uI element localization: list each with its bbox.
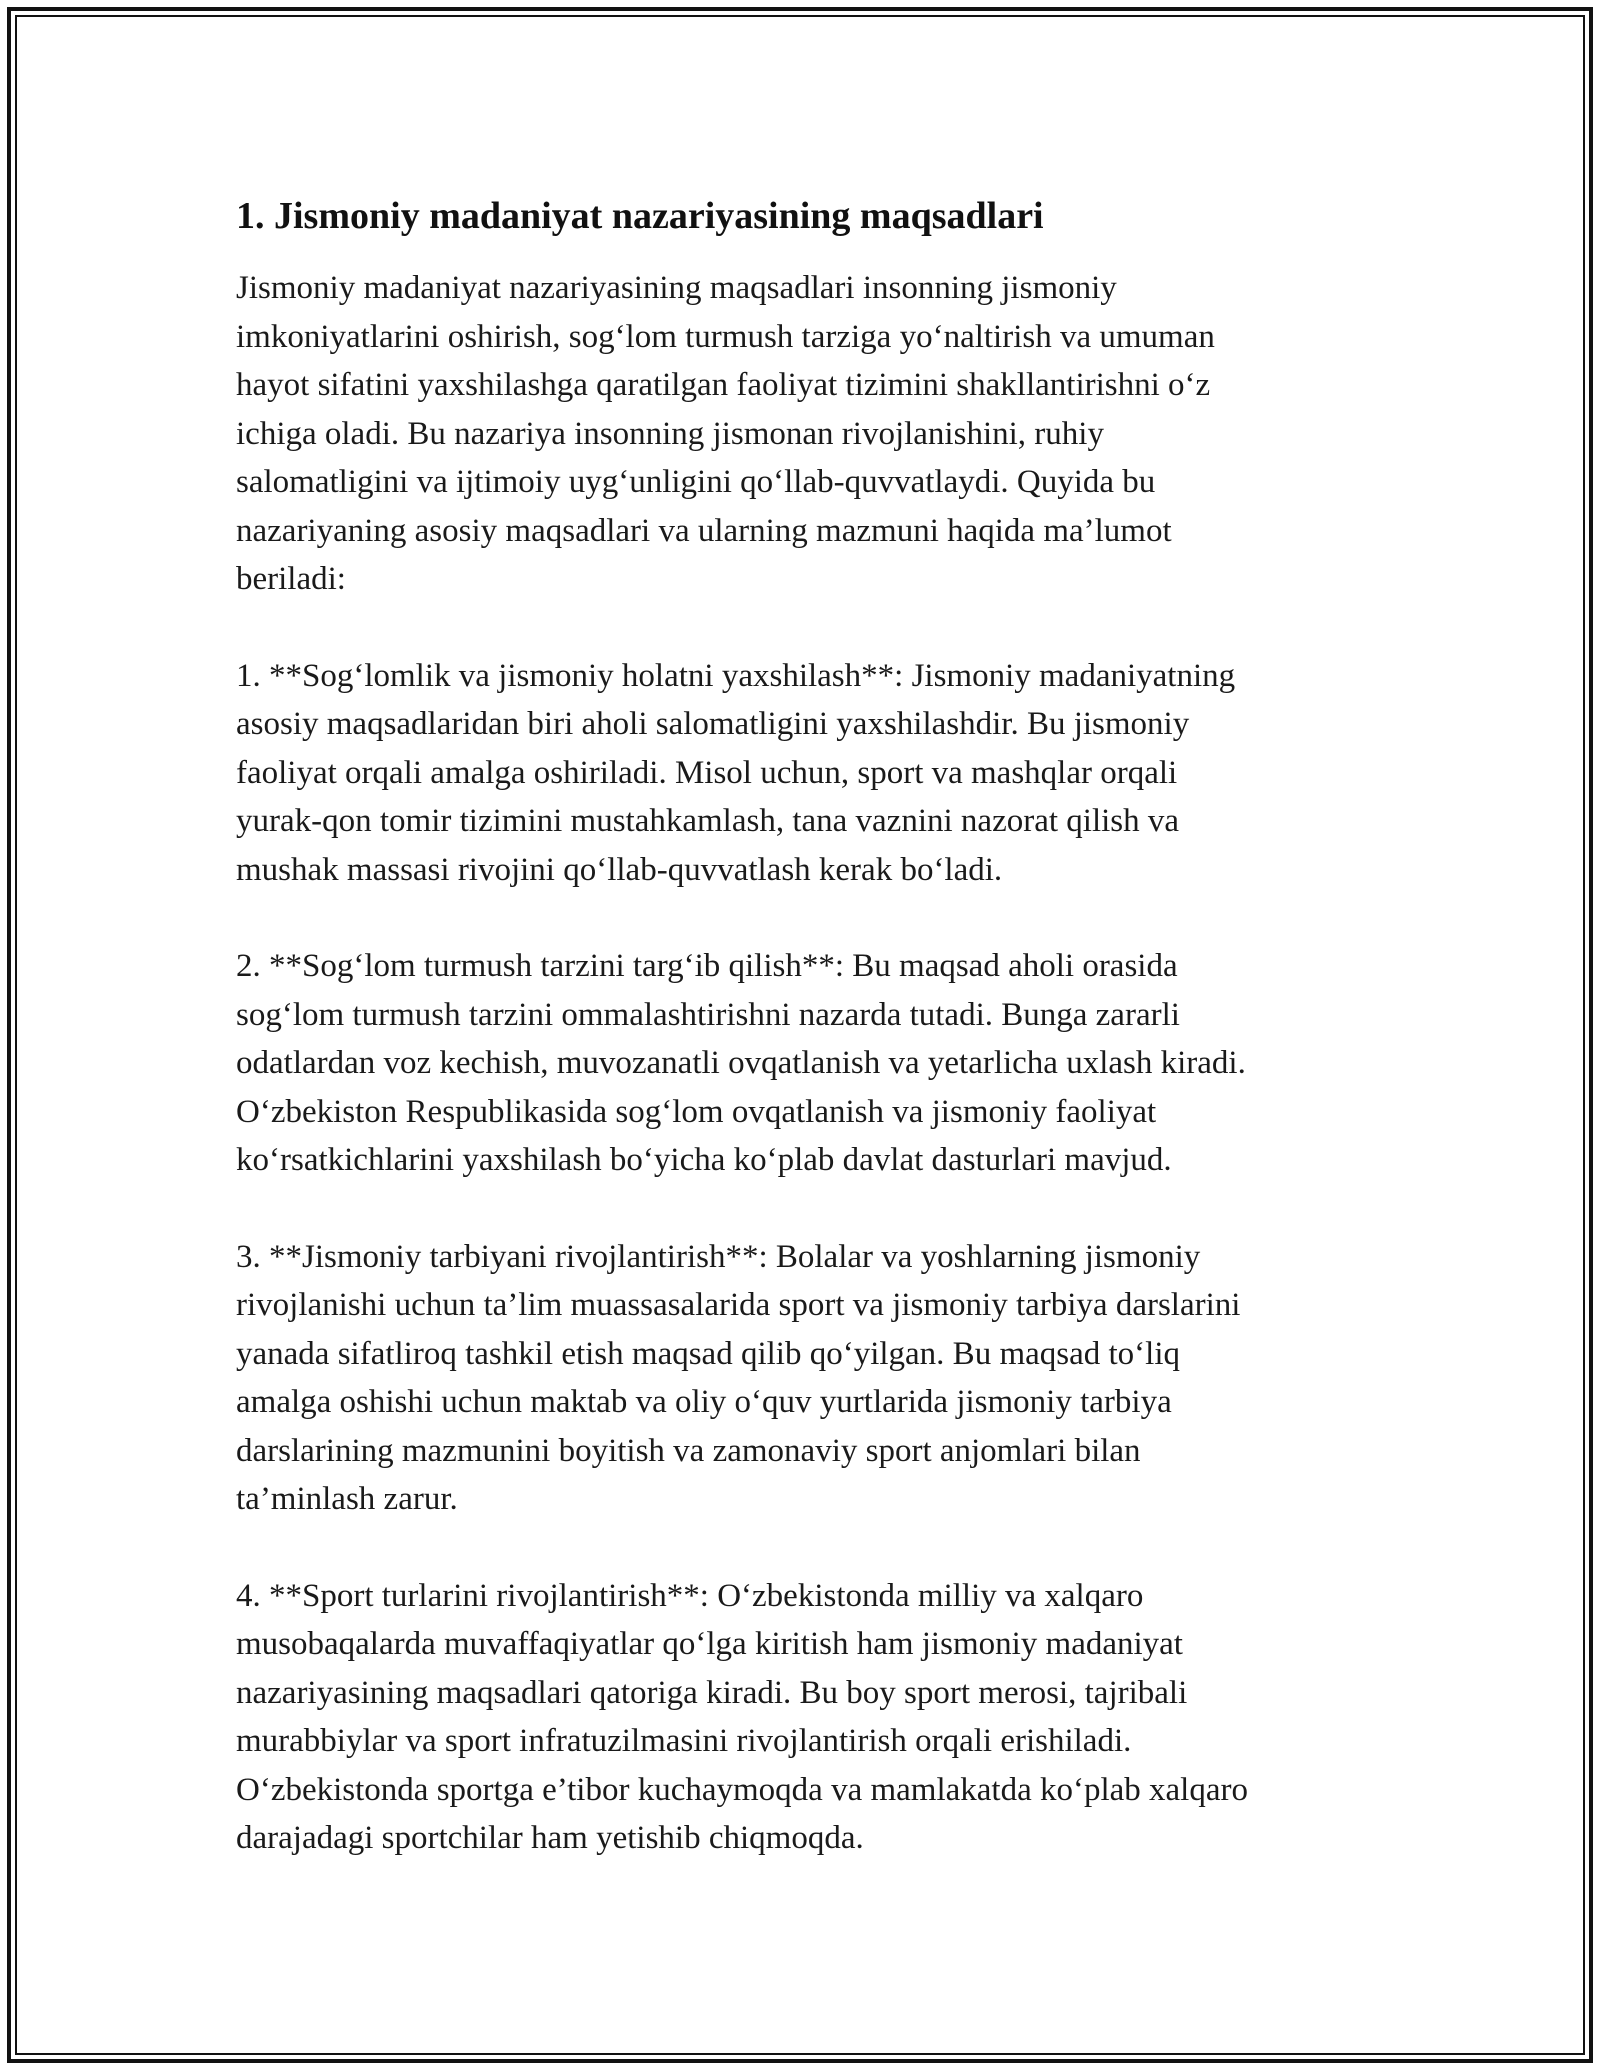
text-line: yurak-qon tomir tizimini mustahkamlash, tana vaznini nazorat qilish va	[236, 803, 1180, 839]
text-line: salomatligini va ijtimoiy uyg‘unligini qo‘llab-quvvatlaydi. Quyida bu	[236, 464, 1156, 500]
text-line: faoliyat orqali amalga oshiriladi. Misol uchun, sport va mashqlar orqali	[236, 754, 1178, 791]
text-line: hayot sifatini yaxshilashga qaratilgan faoliyat tizimini shakllantirishni o‘z	[236, 367, 1211, 403]
text-line: nazariyasining maqsadlari qatoriga kiradi. Bu boy sport merosi, tajribali	[236, 1674, 1188, 1711]
paragraph-4	[236, 1233, 1366, 1524]
text-line: sog‘lom turmush tarzini ommalashtirishni nazarda tutadi. Bunga zararli	[236, 996, 1180, 1033]
text-line: beriladi:	[236, 561, 346, 597]
text-line: Jismoniy madaniyat nazariyasining maqsadlari insonning jismoniy	[236, 270, 1117, 306]
text-line: 3. **Jismoniy tarbiyani rivojlantirish**: Bolalar va yoshlarning jismoniy	[236, 1238, 1201, 1275]
text-line: nazariyaning asosiy maqsadlari va ularning mazmuni haqida ma’lumot	[236, 512, 1172, 549]
paragraph-5	[236, 1572, 1366, 1863]
text-line: imkoniyatlarini oshirish, sog‘lom turmush tarziga yo‘naltirish va umuman	[236, 318, 1215, 355]
document-body	[236, 190, 1366, 1863]
text-line: rivojlanishi uchun ta’lim muassasalarida sport va jismoniy tarbiya darslarini	[236, 1287, 1241, 1323]
text-line: darslarining mazmunini boyitish va zamonaviy sport anjomlari bilan	[236, 1432, 1141, 1469]
text-line: yanada sifatliroq tashkil etish maqsad qilib qo‘yilgan. Bu maqsad to‘liq	[236, 1335, 1180, 1372]
text-line: ko‘rsatkichlarini yaxshilash bo‘yicha ko‘plab davlat dasturlari mavjud.	[236, 1142, 1172, 1178]
text-line: 2. **Sog‘lom turmush tarzini targ‘ib qilish**: Bu maqsad aholi orasida	[236, 948, 1178, 984]
text-line: 4. **Sport turlarini rivojlantirish**: O‘zbekistonda milliy va xalqaro	[236, 1577, 1144, 1614]
paragraph-1	[236, 264, 1366, 604]
section-heading: 1. Jismoniy madaniyat nazariyasining maqsadlari	[236, 195, 1044, 237]
text-line: ta’minlash zarur.	[236, 1481, 458, 1517]
paragraph-list	[236, 264, 1366, 1863]
text-line: darajadagi sportchilar ham yetishib chiqmoqda.	[236, 1820, 864, 1856]
text-line: asosiy maqsadlaridan biri aholi salomatligini yaxshilashdir. Bu jismoniy	[236, 706, 1190, 742]
text-line: amalga oshishi uchun maktab va oliy o‘quv yurtlarida jismoniy tarbiya	[236, 1384, 1172, 1420]
text-line: odatlardan voz kechish, muvozanatli ovqatlanish va yetarlicha uxlash kiradi.	[236, 1045, 1246, 1081]
paragraph-3	[236, 942, 1366, 1185]
text-line: 1. **Sog‘lomlik va jismoniy holatni yaxshilash**: Jismoniy madaniyatning	[236, 657, 1236, 694]
text-line: ichiga oladi. Bu nazariya insonning jismonan rivojlanishini, ruhiy	[236, 415, 1104, 452]
text-line: mushak massasi rivojini qo‘llab-quvvatlash kerak bo‘ladi.	[236, 851, 1003, 888]
text-line: O‘zbekiston Respublikasida sog‘lom ovqatlanish va jismoniy faoliyat	[236, 1093, 1157, 1130]
paragraph-2	[236, 652, 1366, 895]
text-line: musobaqalarda muvaffaqiyatlar qo‘lga kiritish ham jismoniy madaniyat	[236, 1626, 1183, 1662]
text-line: O‘zbekistonda sportga e’tibor kuchaymoqda va mamlakatda ko‘plab xalqaro	[236, 1771, 1248, 1808]
text-line: murabbiylar va sport infratuzilmasini rivojlantirish orqali erishiladi.	[236, 1723, 1132, 1759]
